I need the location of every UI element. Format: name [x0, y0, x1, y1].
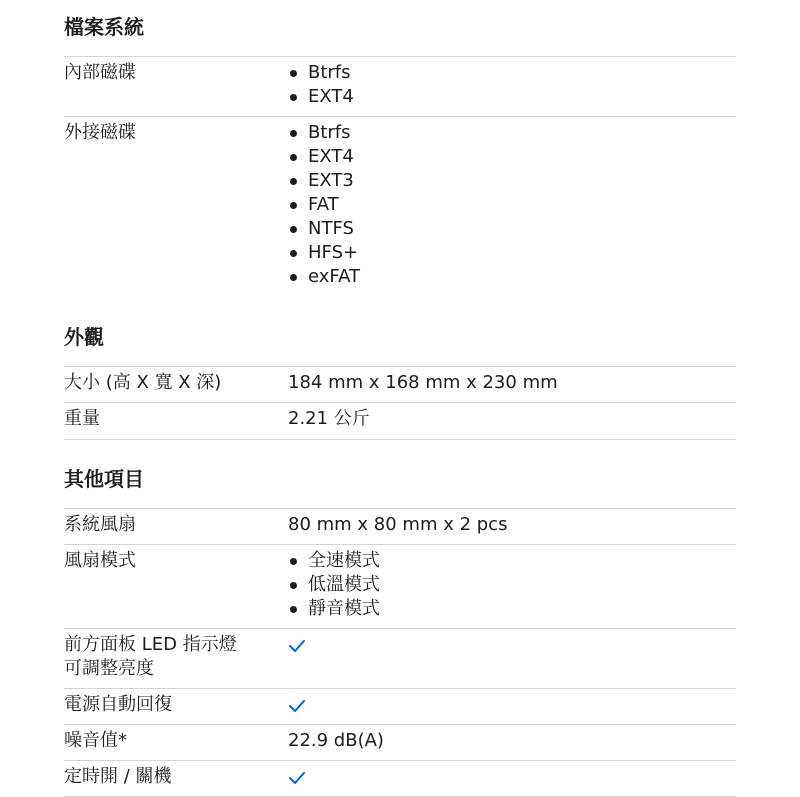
list-item: EXT3: [288, 169, 360, 193]
fan-mode-list: [288, 549, 380, 621]
list-item: NTFS: [288, 217, 360, 241]
spec-label: 定時開 / 關機: [64, 766, 172, 787]
spec-row-power-recovery: [64, 688, 736, 725]
check-icon: [288, 699, 306, 713]
list-item: EXT4: [288, 85, 354, 109]
spec-label: 電源自動回復: [64, 694, 172, 715]
spec-value: 80 mm x 80 mm x 2 pcs: [288, 514, 508, 535]
spec-label: 內部磁碟: [64, 62, 136, 83]
spec-row-led: [64, 628, 736, 689]
spec-value: 184 mm x 168 mm x 230 mm: [288, 372, 558, 393]
spec-label: 重量: [64, 408, 100, 429]
list-item: Btrfs: [288, 61, 354, 85]
spec-row-weight: [64, 402, 736, 440]
spec-label: 大小 (高 X 寬 X 深): [64, 372, 222, 393]
spec-row-fan-mode: [64, 544, 736, 629]
spec-row-fan: [64, 508, 736, 545]
spec-label: 風扇模式: [64, 550, 136, 571]
check-icon: [288, 639, 306, 653]
list-item: HFS+: [288, 241, 360, 265]
section-title-appearance: 外觀: [64, 325, 104, 349]
spec-label: 系統風扇: [64, 514, 136, 535]
section-title-filesystem: 檔案系統: [64, 15, 144, 39]
section-title-other: 其他項目: [64, 467, 144, 491]
list-item: exFAT: [288, 265, 360, 289]
list-item: 全速模式: [288, 549, 380, 573]
list-item: EXT4: [288, 145, 360, 169]
check-icon: [288, 771, 306, 785]
spec-label: 噪音值*: [64, 730, 127, 751]
spec-row-scheduled-power: [64, 760, 736, 797]
spec-row-internal-disk: [64, 56, 736, 117]
list-item: 靜音模式: [288, 597, 380, 621]
spec-value: 22.9 dB(A): [288, 730, 384, 751]
list-item: 低溫模式: [288, 573, 380, 597]
list-item: FAT: [288, 193, 360, 217]
spec-value: 2.21 公斤: [288, 408, 370, 429]
spec-row-size: [64, 366, 736, 403]
spec-row-noise: [64, 724, 736, 761]
internal-disk-list: [288, 61, 354, 109]
spec-label: 外接磁碟: [64, 122, 136, 143]
external-disk-list: [288, 121, 360, 289]
spec-row-external-disk: [64, 116, 736, 297]
list-item: Btrfs: [288, 121, 360, 145]
spec-label: 前方面板 LED 指示燈可調整亮度: [64, 634, 237, 679]
